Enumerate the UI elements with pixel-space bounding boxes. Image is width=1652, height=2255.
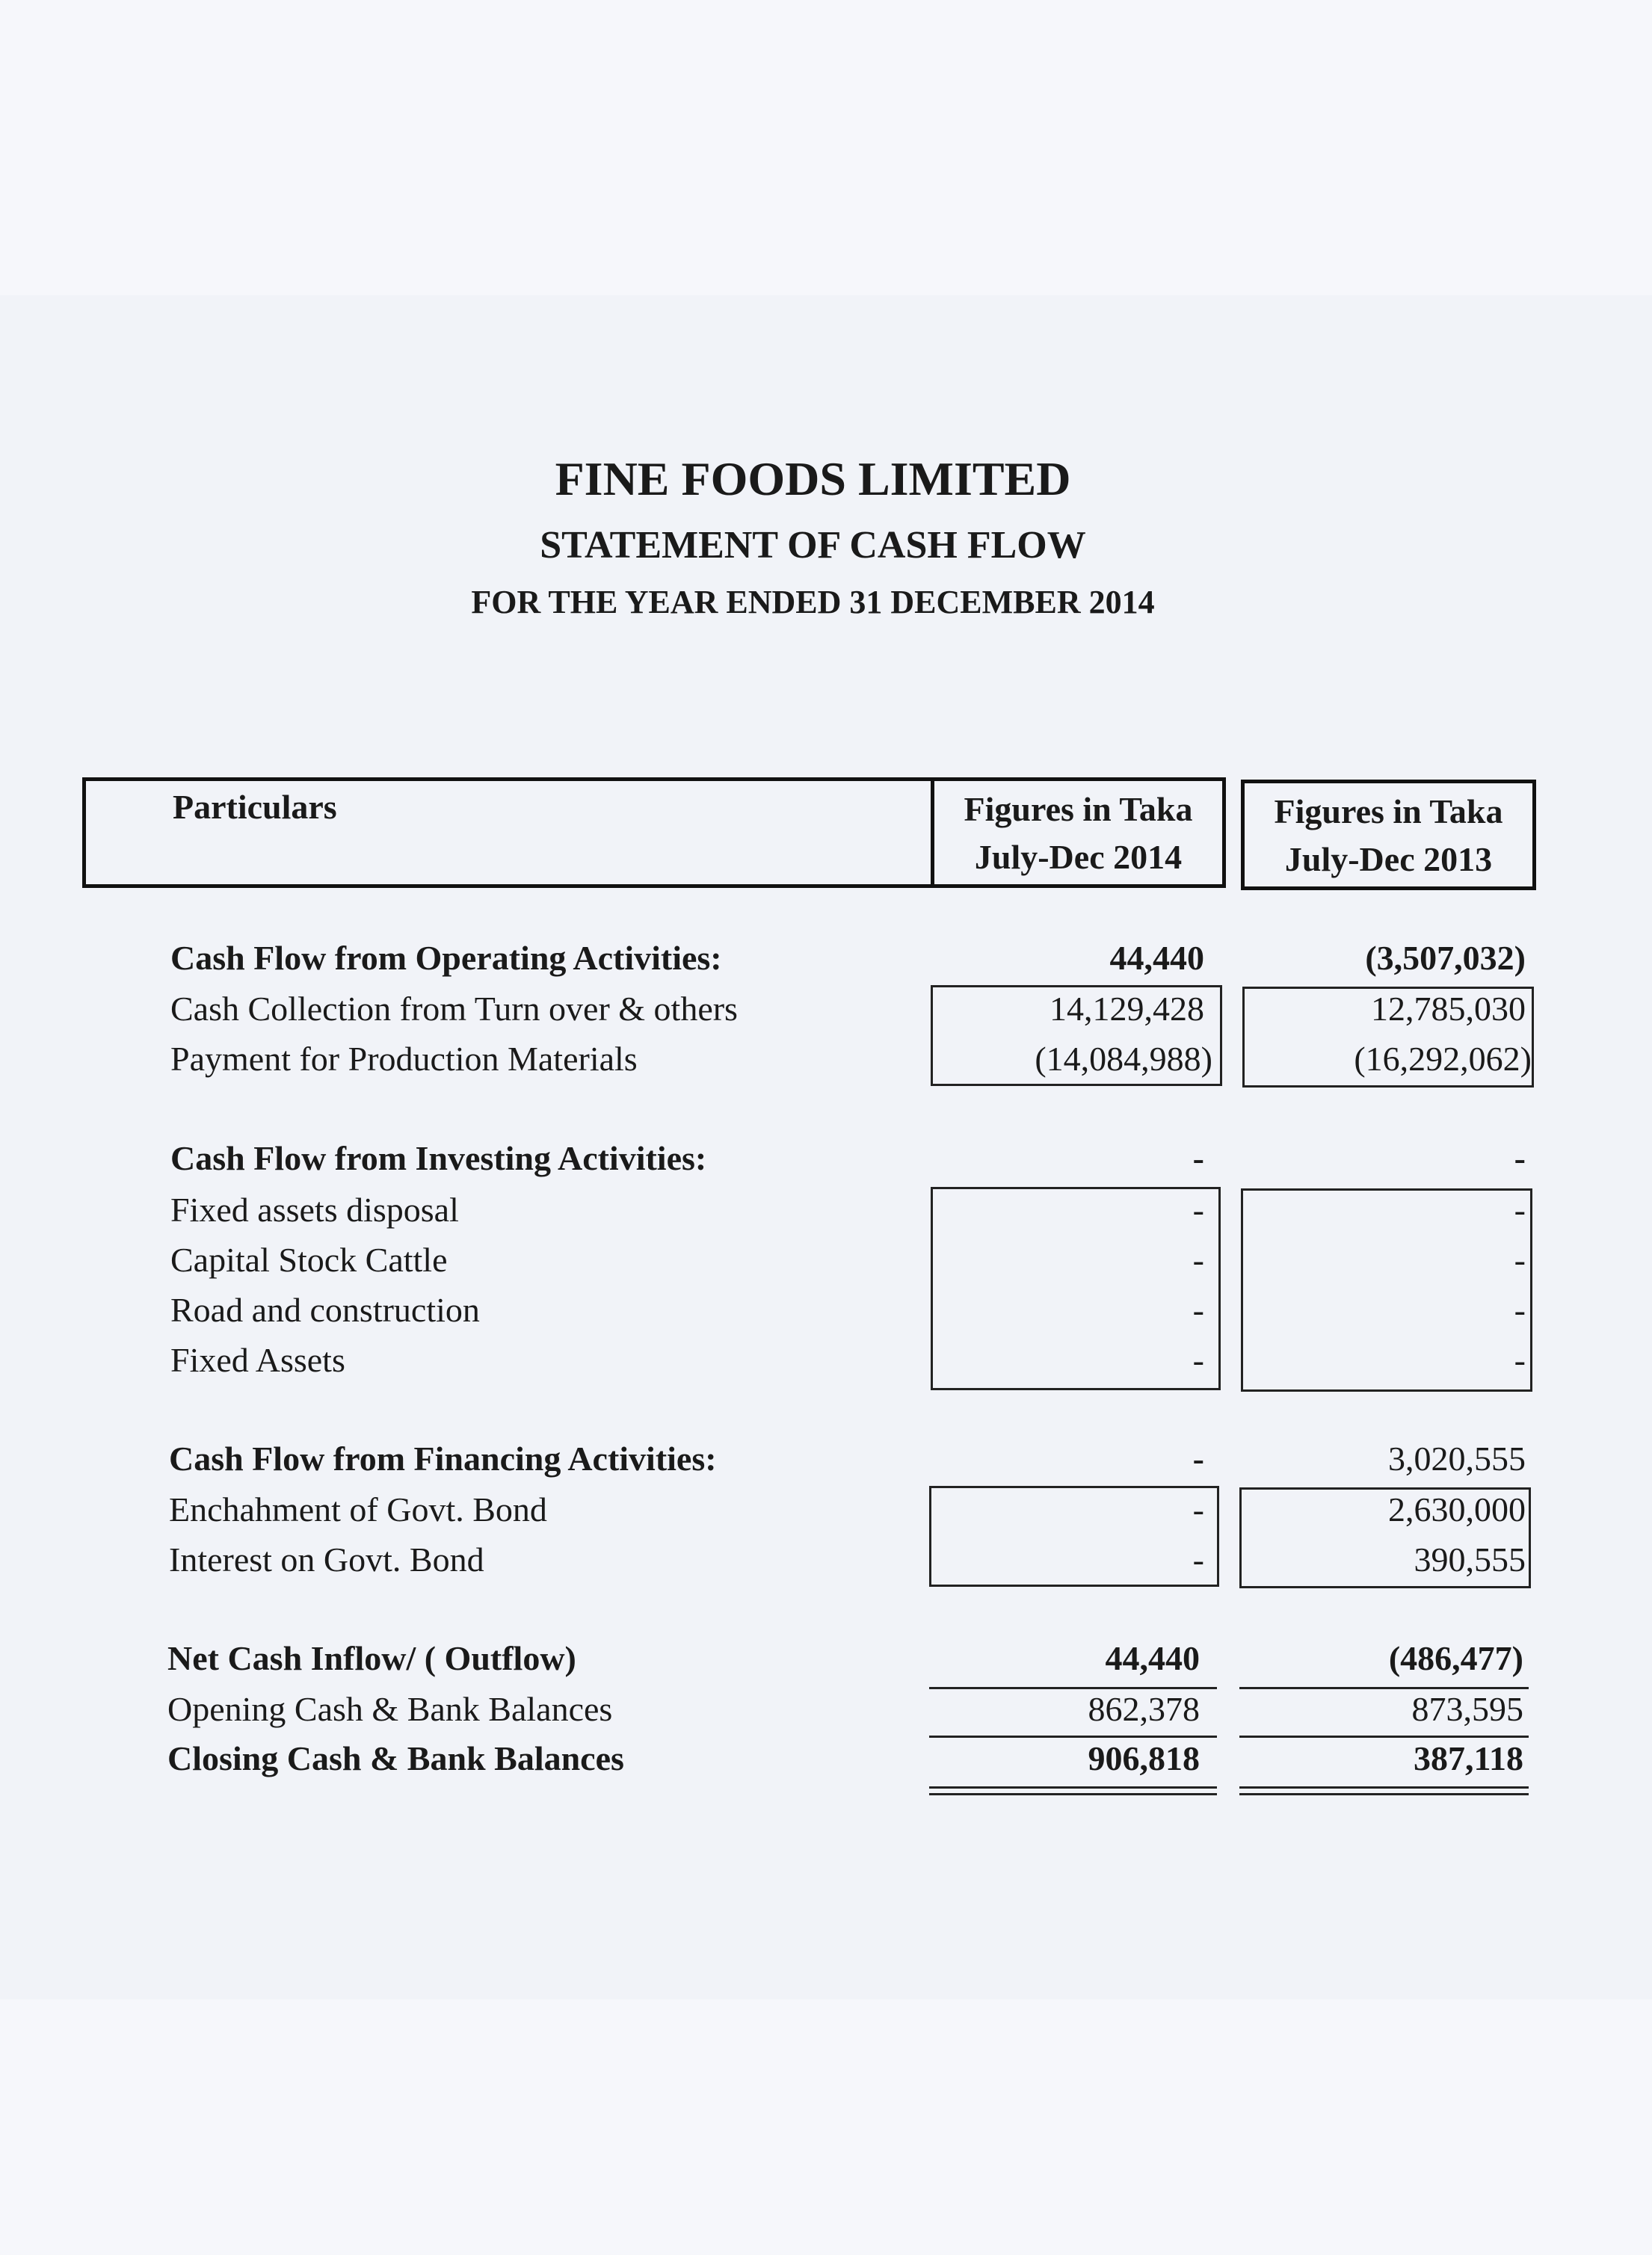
column-header-2014-line1: Figures in Taka	[964, 790, 1193, 828]
opening-balance-2014: 862,378	[1088, 1690, 1200, 1728]
investing-row-label: Fixed assets disposal	[170, 1191, 459, 1229]
operating-title: Cash Flow from Operating Activities:	[170, 939, 722, 977]
operating-row-2013: 12,785,030	[1371, 990, 1526, 1028]
investing-row-2013: -	[1514, 1341, 1526, 1379]
column-header-2014	[931, 777, 1226, 888]
opening-balance-label: Opening Cash & Bank Balances	[167, 1690, 613, 1728]
operating-row-label: Payment for Production Materials	[170, 1040, 638, 1078]
net-cash-2013: (486,477)	[1388, 1639, 1523, 1677]
column-header-2014-line2: July-Dec 2014	[974, 838, 1183, 876]
closing-double-underline-2014	[929, 1786, 1217, 1795]
closing-balance-2014: 906,818	[1088, 1739, 1200, 1777]
investing-row-2014: -	[1192, 1341, 1204, 1379]
investing-row-label: Road and construction	[170, 1291, 480, 1329]
financing-total-2013: 3,020,555	[1388, 1440, 1526, 1478]
closing-balance-2013: 387,118	[1414, 1739, 1523, 1777]
financing-row-2014: -	[1192, 1490, 1204, 1528]
column-header-2013-line1: Figures in Taka	[1274, 792, 1503, 830]
opening-underline-2014	[929, 1736, 1217, 1738]
statement-title: STATEMENT OF CASH FLOW	[540, 524, 1086, 567]
investing-row-2014: -	[1192, 1291, 1204, 1329]
investing-row-2013: -	[1514, 1291, 1526, 1329]
net-cash-2014: 44,440	[1105, 1639, 1200, 1677]
statement-period: FOR THE YEAR ENDED 31 DECEMBER 2014	[471, 584, 1155, 620]
investing-row-2014: -	[1192, 1241, 1204, 1279]
column-header-2013	[1241, 780, 1536, 890]
financing-row-2014: -	[1192, 1540, 1204, 1579]
financing-total-2014: -	[1192, 1440, 1204, 1478]
financing-title: Cash Flow from Financing Activities:	[169, 1440, 717, 1478]
column-header-2013-line2: July-Dec 2013	[1284, 840, 1493, 878]
operating-row-label: Cash Collection from Turn over & others	[170, 990, 738, 1028]
closing-balance-label: Closing Cash & Bank Balances	[167, 1739, 624, 1777]
financing-row-label: Enchahment of Govt. Bond	[169, 1490, 547, 1528]
investing-row-2014: -	[1192, 1191, 1204, 1229]
company-name: FINE FOODS LIMITED	[555, 452, 1071, 505]
investing-row-2013: -	[1514, 1191, 1526, 1229]
operating-row-2013: (16,292,062)	[1354, 1040, 1532, 1078]
investing-row-label: Fixed Assets	[170, 1341, 345, 1379]
investing-total-2013: -	[1514, 1139, 1526, 1177]
particulars-header: Particulars	[173, 788, 337, 826]
investing-title: Cash Flow from Investing Activities:	[170, 1139, 707, 1177]
opening-balance-2013: 873,595	[1411, 1690, 1523, 1728]
investing-row-label: Capital Stock Cattle	[170, 1241, 448, 1279]
operating-row-2014: (14,084,988)	[1035, 1040, 1212, 1078]
operating-total-2014: 44,440	[1109, 939, 1204, 977]
net-cash-label: Net Cash Inflow/ ( Outflow)	[167, 1639, 576, 1677]
investing-row-2013: -	[1514, 1241, 1526, 1279]
financing-row-2013: 2,630,000	[1388, 1490, 1526, 1528]
opening-underline-2013	[1239, 1736, 1529, 1738]
investing-total-2014: -	[1192, 1139, 1204, 1177]
financing-row-2013: 390,555	[1414, 1540, 1526, 1579]
operating-total-2013: (3,507,032)	[1365, 939, 1526, 977]
closing-double-underline-2013	[1239, 1786, 1529, 1795]
financing-row-label: Interest on Govt. Bond	[169, 1540, 484, 1579]
operating-row-2014: 14,129,428	[1050, 990, 1204, 1028]
